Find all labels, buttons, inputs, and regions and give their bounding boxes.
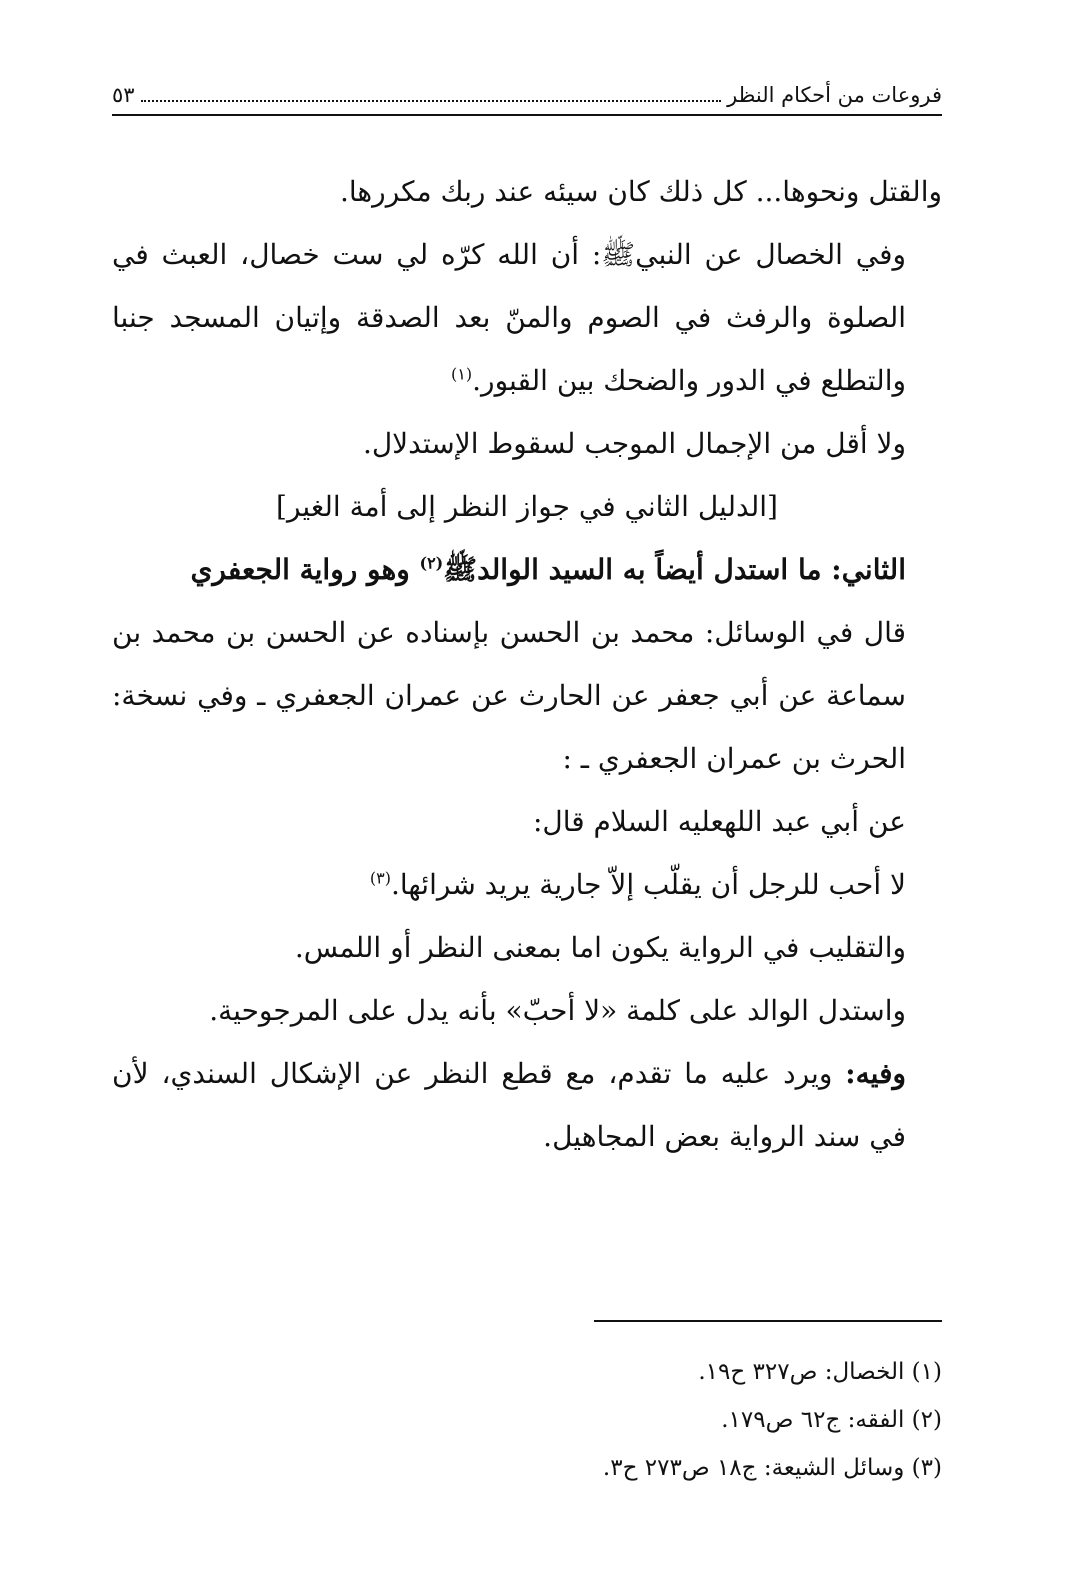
- main-text: [112, 160, 942, 1168]
- footnote-3: (٣) وسائل الشيعة: ج١٨ ص٢٧٣ ح٣.: [602, 1455, 942, 1481]
- paragraph-9: [112, 1042, 942, 1168]
- paragraph-3: ولا أقل من الإجمال الموجب لسقوط الإستدلال.: [362, 427, 906, 460]
- footnote-ref-2[interactable]: (٢): [419, 553, 444, 573]
- footnote-ref-3[interactable]: (٣): [369, 868, 391, 888]
- footnote-2: (٢) الفقه: ج٦٢ ص١٧٩.: [721, 1407, 942, 1433]
- running-header: [112, 72, 942, 116]
- paragraph-6-text: لا أحب للرجل أن يقلّب إلاّ جارية يريد شرائها.: [390, 868, 906, 901]
- page-number: ٥٣: [112, 83, 135, 107]
- paragraph-1: والقتل ونحوها... كل ذلك كان سيئه عند ربك مكررها.: [339, 175, 942, 208]
- paragraph-4: قال في الوسائل: محمد بن الحسن بإسناده عن الحسن بن محمد بن سماعة عن أبي جعفر عن الحارث عن عمران الجعفري ـ وفي نسخة: الحرث بن عمران الجعفري ـ :: [112, 616, 906, 775]
- footnotes: [112, 1348, 942, 1492]
- paragraph-2: [112, 223, 942, 412]
- subheading-part-2: وهو رواية الجعفري: [190, 553, 420, 586]
- footnote-1: (١) الخصال: ص٣٢٧ ح١٩.: [698, 1359, 942, 1385]
- footnote-ref-1[interactable]: (١): [451, 364, 473, 384]
- header-leader-dots: [141, 99, 722, 102]
- paragraph-9-lead: وفيه:: [845, 1057, 906, 1090]
- subheading-part-1: الثاني: ما استدل أيضاً به السيد الوالدﷺ: [443, 553, 906, 586]
- paragraph-5: عن أبي عبد اللهعليه السلام قال:: [532, 805, 906, 838]
- paragraph-8: واستدل الوالد على كلمة «لا أحبّ» بأنه يدل على المرجوحية.: [209, 994, 906, 1027]
- running-title: فروعات من أحكام النظر: [727, 83, 942, 107]
- section-title: [الدليل الثاني في جواز النظر إلى أمة الغير]: [276, 490, 778, 523]
- paragraph-7: والتقليب في الرواية يكون اما بمعنى النظر أو اللمس.: [294, 931, 906, 964]
- paragraph-6: [112, 853, 942, 916]
- paragraph-2-text: وفي الخصال عن النبيﷺ: أن الله كرّه لي ست خصال، العبث في الصلوة والرفث في الصوم والمنّ بعد الصدقة وإتيان المسجد جنبا والتطلع في الدور والضحك بين القبور.: [112, 238, 906, 397]
- subheading: [112, 538, 942, 601]
- footnote-separator: [594, 1320, 942, 1322]
- paragraph-9-text: ويرد عليه ما تقدم، مع قطع النظر عن الإشكال السندي، لأن في سند الرواية بعض المجاهيل.: [112, 1057, 906, 1153]
